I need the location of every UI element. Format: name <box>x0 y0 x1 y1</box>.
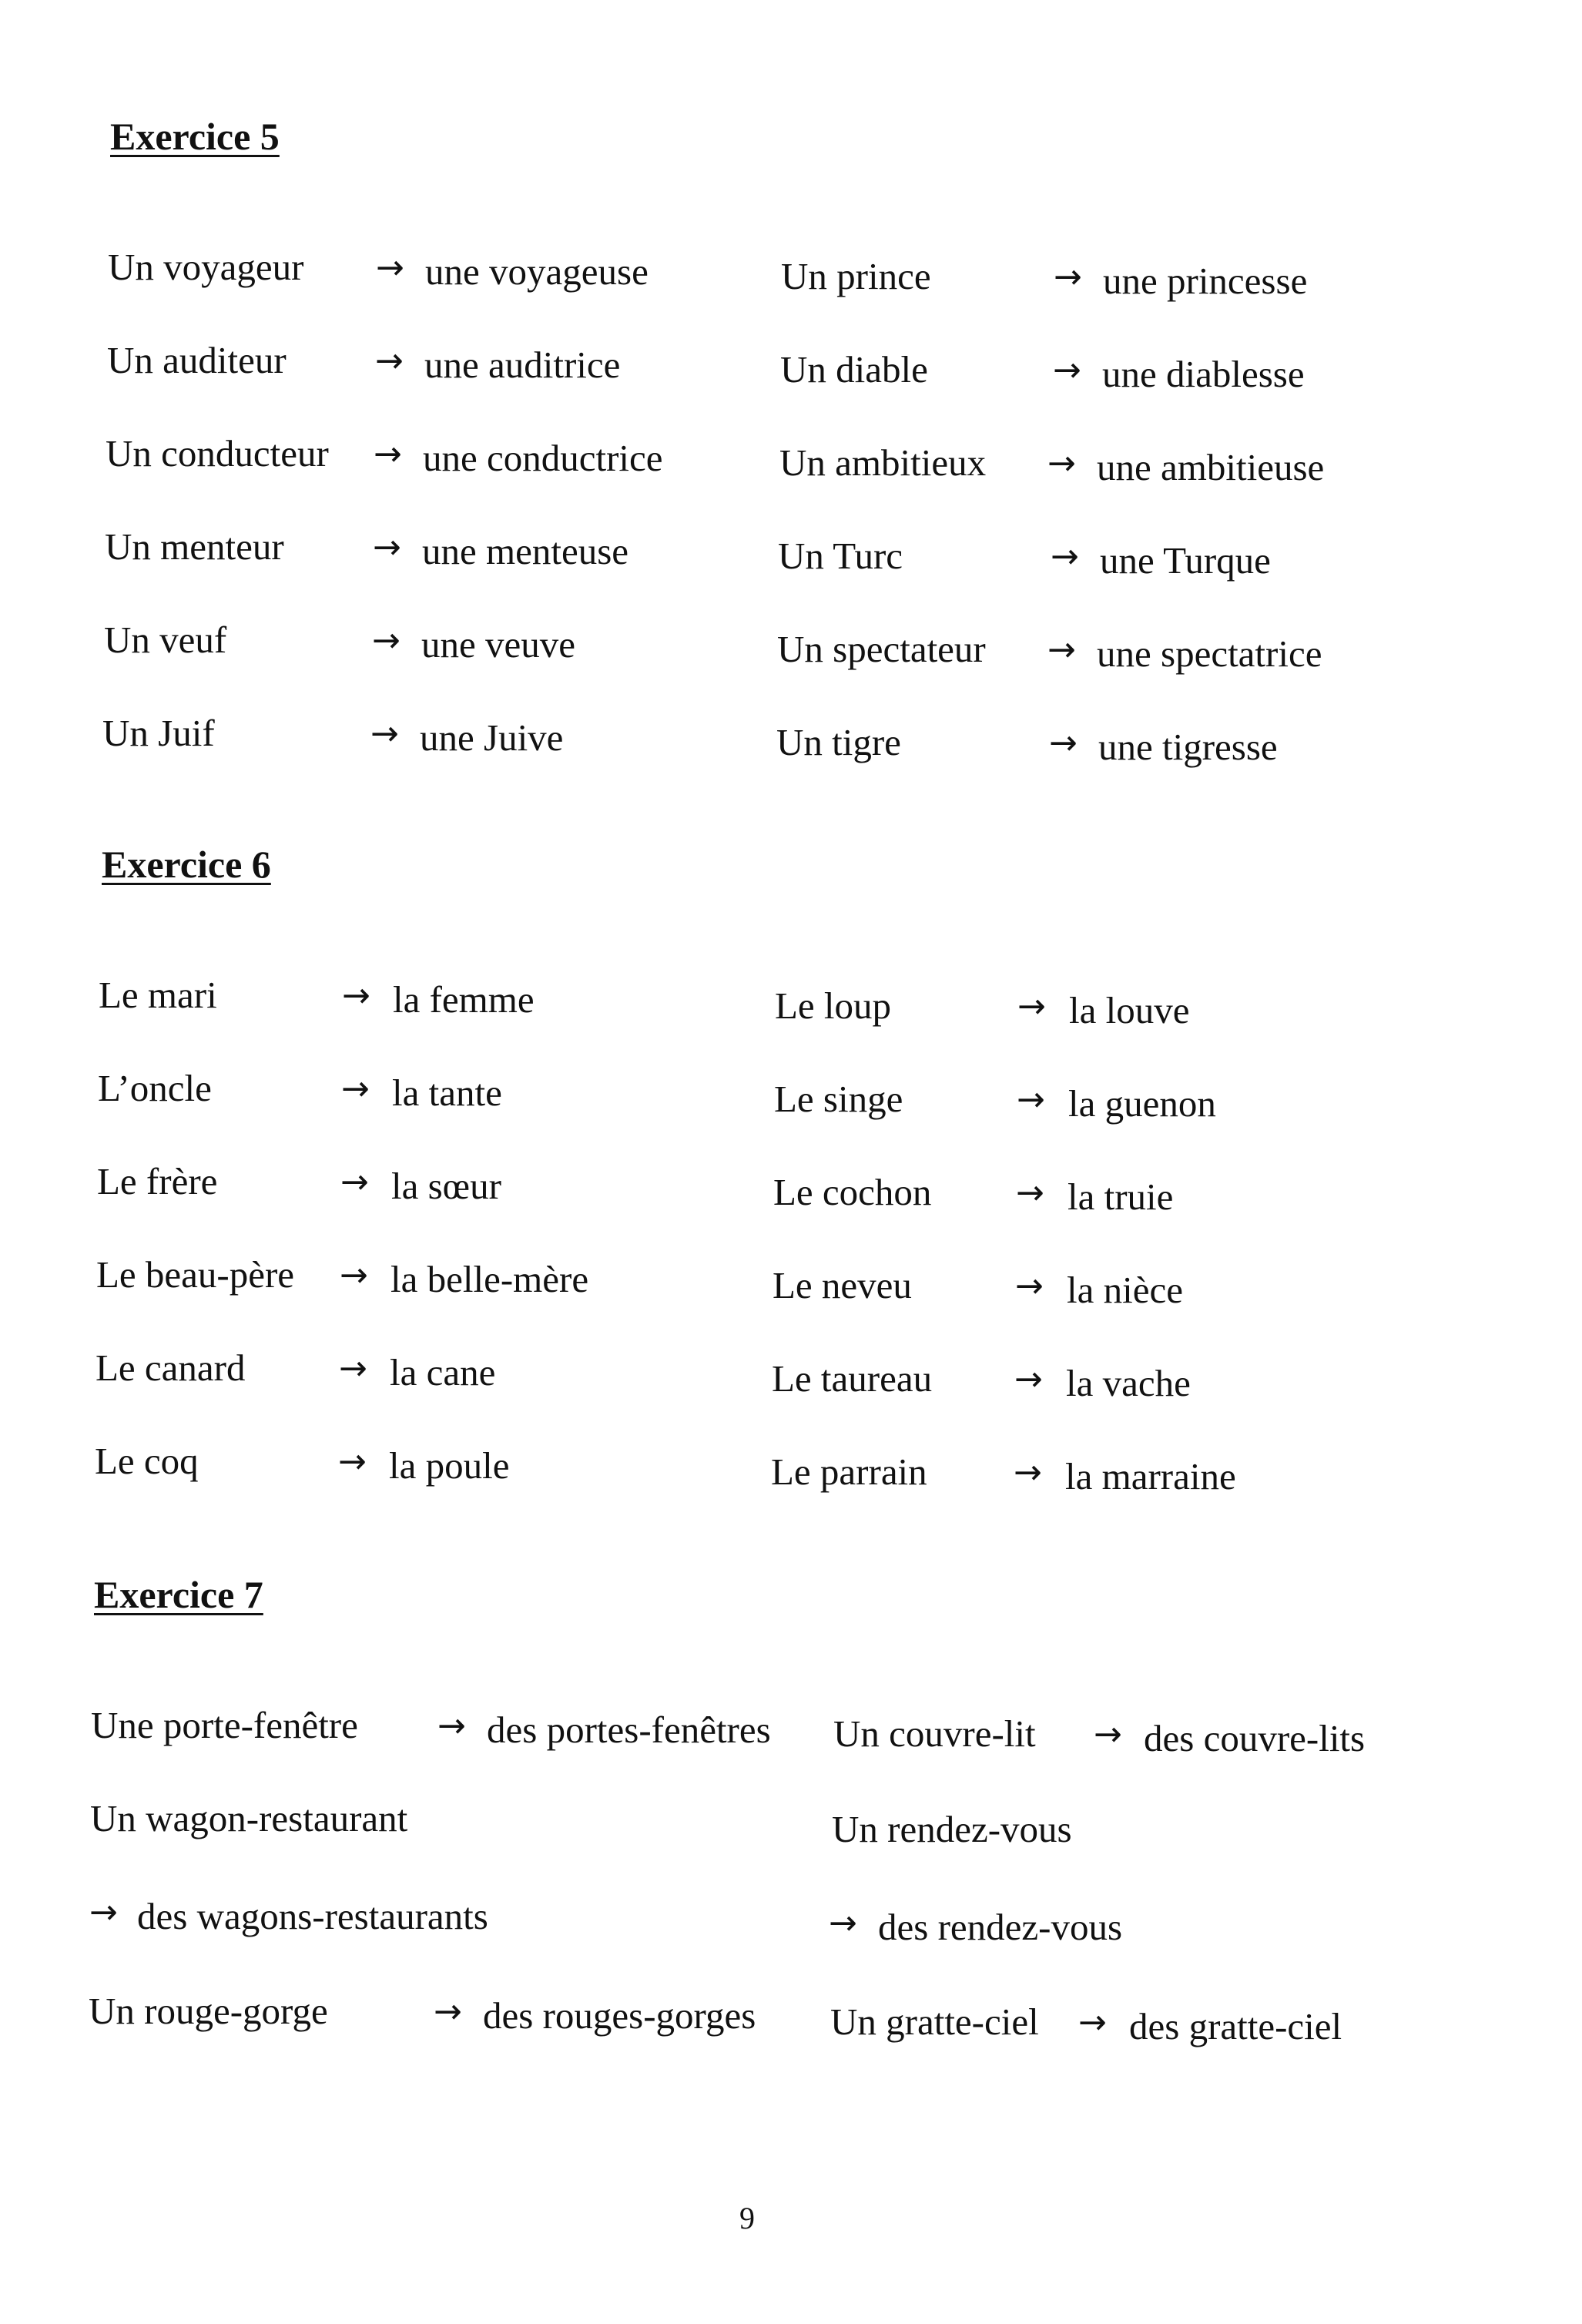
ex5-right-answer-2: une diablesse <box>1102 353 1305 395</box>
ex6-right-word-4: Le neveu <box>773 1264 912 1306</box>
arrow-icon: → <box>375 341 404 381</box>
ex5-right-word-5: Un spectateur <box>777 628 986 670</box>
ex5-right-answer-6: une tigresse <box>1098 726 1278 768</box>
ex6-right-answer-1: la louve <box>1069 989 1190 1031</box>
ex6-left-answer-2: la tante <box>392 1071 502 1114</box>
arrow-icon: → <box>374 434 402 474</box>
ex6-left-word-5: Le canard <box>96 1346 246 1389</box>
arrow-icon: → <box>372 621 401 660</box>
ex6-left-word-3: Le frère <box>97 1160 218 1202</box>
ex5-left-answer-4: une menteuse <box>422 530 629 572</box>
arrow-icon: → <box>340 1162 369 1202</box>
arrow-icon: → <box>1016 1173 1044 1212</box>
arrow-icon: → <box>1017 1080 1045 1119</box>
arrow-icon: → <box>1053 350 1081 390</box>
arrow-icon: → <box>1051 537 1079 576</box>
arrow-icon: → <box>1094 1715 1122 1754</box>
arrow-icon: → <box>829 1903 857 1943</box>
arrow-icon: → <box>376 248 404 287</box>
arrow-icon: → <box>1047 444 1076 483</box>
ex7-left-word-2: Un wagon-restaurant <box>90 1797 408 1839</box>
ex6-left-answer-6: la poule <box>389 1444 510 1487</box>
ex5-right-word-4: Un Turc <box>778 535 903 577</box>
ex7-right-answer-2: des rendez-vous <box>878 1906 1123 1948</box>
ex6-left-answer-4: la belle-mère <box>390 1258 589 1300</box>
ex6-right-answer-4: la nièce <box>1067 1269 1183 1311</box>
arrow-icon: → <box>1017 987 1046 1026</box>
exercise-5-heading: Exercice 5 <box>110 115 280 158</box>
ex6-left-answer-3: la sœur <box>391 1165 501 1207</box>
ex5-left-answer-5: une veuve <box>421 623 575 666</box>
exercise-6-heading: Exercice 6 <box>102 843 271 886</box>
ex5-right-answer-5: une spectatrice <box>1097 632 1322 675</box>
ex5-left-answer-6: une Juive <box>420 716 564 759</box>
arrow-icon: → <box>1078 2003 1107 2042</box>
ex5-left-answer-1: une voyageuse <box>425 250 649 293</box>
ex5-right-answer-1: une princesse <box>1103 260 1308 302</box>
arrow-icon: → <box>339 1349 367 1388</box>
ex6-right-answer-5: la vache <box>1066 1362 1191 1404</box>
ex6-right-answer-2: la guenon <box>1068 1082 1216 1125</box>
arrow-icon: → <box>373 528 401 567</box>
ex7-right-word-2: Un rendez-vous <box>832 1808 1072 1850</box>
ex6-left-answer-5: la cane <box>390 1351 496 1393</box>
arrow-icon: → <box>1054 257 1082 297</box>
ex6-right-word-5: Le taureau <box>772 1357 933 1400</box>
ex7-right-answer-3: des gratte-ciel <box>1129 2005 1342 2047</box>
ex5-right-word-3: Un ambitieux <box>779 441 987 484</box>
ex5-left-word-5: Un veuf <box>104 619 227 661</box>
exercise-7-heading: Exercice 7 <box>94 1573 263 1616</box>
arrow-icon: → <box>338 1442 367 1481</box>
ex6-left-answer-1: la femme <box>393 978 535 1021</box>
ex5-left-word-2: Un auditeur <box>107 339 287 381</box>
ex5-left-word-4: Un menteur <box>105 525 284 568</box>
ex7-right-answer-1: des couvre-lits <box>1144 1717 1366 1759</box>
ex6-right-answer-3: la truie <box>1068 1175 1174 1218</box>
arrow-icon: → <box>437 1706 466 1746</box>
ex6-left-word-6: Le coq <box>95 1440 199 1482</box>
arrow-icon: → <box>89 1893 118 1932</box>
ex6-right-word-1: Le loup <box>775 984 892 1027</box>
arrow-icon: → <box>342 976 370 1015</box>
ex7-left-answer-1: des portes-fenêtres <box>487 1709 771 1751</box>
ex5-right-word-6: Un tigre <box>776 721 901 763</box>
ex6-right-word-3: Le cochon <box>773 1171 932 1213</box>
ex7-left-word-3: Un rouge-gorge <box>89 1990 328 2032</box>
ex6-right-word-2: Le singe <box>774 1078 903 1120</box>
arrow-icon: → <box>340 1256 368 1295</box>
arrow-icon: → <box>341 1069 370 1108</box>
ex6-right-answer-6: la marraine <box>1065 1455 1236 1497</box>
ex6-left-word-1: Le mari <box>99 974 217 1016</box>
ex5-right-answer-3: une ambitieuse <box>1097 446 1325 488</box>
ex5-left-word-1: Un voyageur <box>108 246 304 288</box>
ex5-right-answer-4: une Turque <box>1100 539 1271 582</box>
page-number: 9 <box>739 2201 755 2235</box>
arrow-icon: → <box>1015 1266 1044 1306</box>
ex5-right-word-1: Un prince <box>781 255 931 297</box>
ex7-right-word-1: Un couvre-lit <box>833 1712 1036 1755</box>
ex6-left-word-2: L’oncle <box>98 1067 212 1109</box>
ex5-left-answer-3: une conductrice <box>423 437 663 479</box>
ex6-right-word-6: Le parrain <box>771 1450 927 1493</box>
arrow-icon: → <box>370 714 399 753</box>
arrow-icon: → <box>434 1992 462 2031</box>
arrow-icon: → <box>1014 1360 1043 1399</box>
ex7-right-word-3: Un gratte-ciel <box>830 2000 1039 2043</box>
ex6-left-word-4: Le beau-père <box>96 1253 295 1296</box>
arrow-icon: → <box>1047 630 1076 669</box>
arrow-icon: → <box>1049 723 1078 763</box>
ex5-left-answer-2: une auditrice <box>424 344 621 386</box>
ex5-right-word-2: Un diable <box>780 348 928 391</box>
ex5-left-word-3: Un conducteur <box>106 432 329 475</box>
ex5-left-word-6: Un Juif <box>102 712 215 754</box>
arrow-icon: → <box>1014 1453 1042 1492</box>
ex7-left-answer-2: des wagons-restaurants <box>137 1895 488 1937</box>
ex7-left-word-1: Une porte-fenêtre <box>91 1704 358 1746</box>
ex7-left-answer-3: des rouges-gorges <box>483 1994 756 2037</box>
